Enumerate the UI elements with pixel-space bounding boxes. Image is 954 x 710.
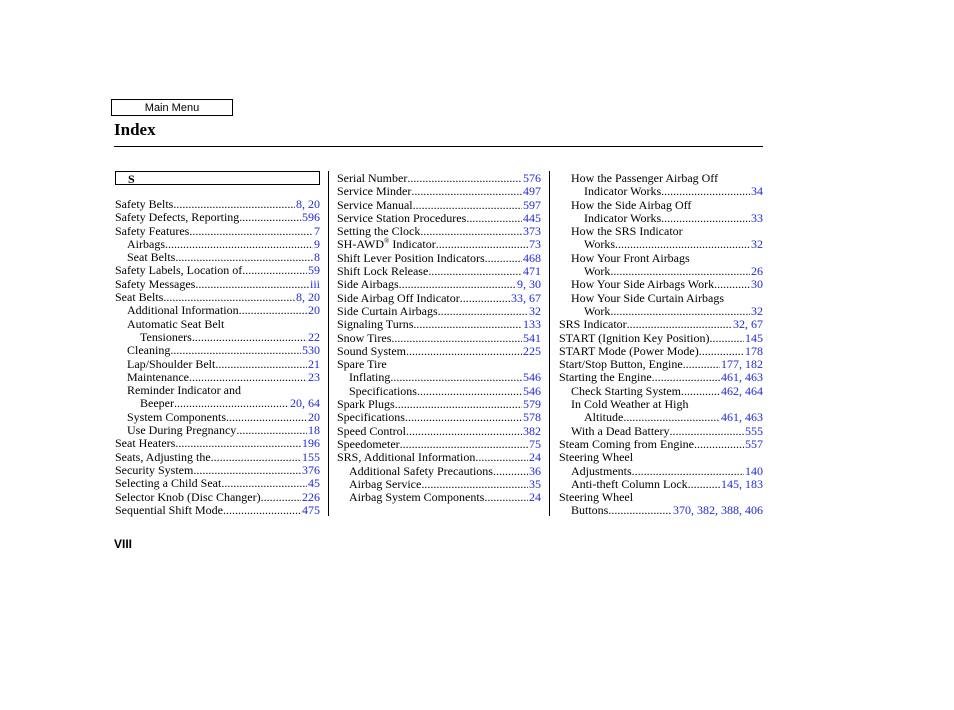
index-entry[interactable] xyxy=(115,504,320,517)
index-entry-term: Beeper xyxy=(140,396,174,411)
page-link[interactable]: 36 xyxy=(529,463,541,478)
page-link[interactable]: 30 xyxy=(751,277,763,292)
page-link[interactable]: 9, 30 xyxy=(517,277,541,292)
index-entry-term: How Your Side Curtain Airbags xyxy=(571,290,725,305)
index-entry-term: SRS Indicator xyxy=(559,317,627,332)
index-entry-term: Serial Number xyxy=(337,171,408,185)
index-entry-term: Setting the Clock xyxy=(337,224,421,239)
dot-leader xyxy=(215,358,307,371)
index-entry xyxy=(559,172,763,185)
index-entry-term: Specifications xyxy=(337,410,405,425)
index-entry-term: Adjustments xyxy=(571,463,632,478)
index-entry-term: Starting the Engine xyxy=(559,370,652,385)
page-link[interactable]: 8 xyxy=(314,250,320,265)
index-entry[interactable] xyxy=(337,172,541,185)
index-entry-term: How Your Front Airbags xyxy=(571,250,690,265)
page-link[interactable]: 20 xyxy=(308,303,320,318)
main-menu-button[interactable]: Main Menu xyxy=(111,99,233,116)
index-entry-term: Safety Defects, Reporting xyxy=(115,210,240,225)
dot-leader xyxy=(683,358,720,371)
dot-leader xyxy=(223,504,301,517)
dot-leader xyxy=(226,411,307,424)
index-entry-term: Inflating xyxy=(349,370,391,385)
index-entry[interactable] xyxy=(337,465,541,478)
index-entry-term: Side Airbags xyxy=(337,277,399,292)
index-entry[interactable] xyxy=(559,385,763,398)
index-entry-term: Snow Tires xyxy=(337,330,392,345)
page-link[interactable]: 26 xyxy=(751,264,763,279)
page-link[interactable]: 145, 183 xyxy=(721,476,763,491)
index-entry[interactable] xyxy=(559,371,763,384)
index-entry-term: Additional Information xyxy=(127,303,239,318)
page-link[interactable]: 33, 67 xyxy=(511,290,541,305)
index-entry-term: Start/Stop Button, Engine xyxy=(559,357,683,372)
index-entry-term: Steering Wheel xyxy=(559,490,634,505)
page-link[interactable]: 579 xyxy=(523,397,541,412)
dot-leader xyxy=(610,305,750,318)
dot-leader xyxy=(242,264,307,277)
dot-leader xyxy=(615,238,750,251)
page-link[interactable]: 22 xyxy=(308,329,320,344)
page-link[interactable]: 32 xyxy=(529,303,541,318)
index-entry[interactable] xyxy=(115,397,320,410)
index-entry[interactable] xyxy=(337,438,541,451)
index-entry-term: Selector Knob (Disc Changer) xyxy=(115,489,261,504)
dot-leader xyxy=(428,265,522,278)
page-link[interactable]: 596 xyxy=(302,210,320,225)
dot-leader xyxy=(221,477,307,490)
page-link[interactable]: 145 xyxy=(745,330,763,345)
index-entry-term: Shift Lever Position Indicators xyxy=(337,250,485,265)
index-entry-term: Anti-theft Column Lock xyxy=(571,476,688,491)
index-entry[interactable] xyxy=(115,225,320,238)
index-entry-term: Airbag System Components xyxy=(349,490,485,505)
dot-leader xyxy=(395,398,522,411)
dot-leader xyxy=(466,212,522,225)
page-link[interactable]: 32, 67 xyxy=(733,317,763,332)
dot-leader xyxy=(413,199,522,212)
index-entry-term: Tensioners xyxy=(140,329,192,344)
dot-leader xyxy=(661,212,750,225)
index-entry-term: How Your Side Airbags Work xyxy=(571,277,715,292)
index-entry-term: Signaling Turns xyxy=(337,317,414,332)
index-entry-term: Airbag Service xyxy=(349,476,422,491)
index-entry-term: Sequential Shift Mode xyxy=(115,502,223,517)
page-link[interactable]: 557 xyxy=(745,436,763,451)
page-link[interactable]: 34 xyxy=(751,184,763,199)
index-entry[interactable] xyxy=(559,332,763,345)
index-entry[interactable] xyxy=(115,211,320,224)
index-entry[interactable] xyxy=(559,305,763,318)
index-entry[interactable] xyxy=(337,371,541,384)
index-entry-term: How the Side Airbag Off xyxy=(571,197,692,212)
page-link[interactable]: 226 xyxy=(302,489,320,504)
index-entry[interactable] xyxy=(337,265,541,278)
dot-leader xyxy=(438,305,528,318)
dot-leader xyxy=(484,491,528,504)
page-link[interactable]: 576 xyxy=(523,171,541,185)
page-link[interactable]: 35 xyxy=(529,476,541,491)
index-entry[interactable] xyxy=(115,291,320,304)
dot-leader xyxy=(460,292,510,305)
page-link[interactable]: 546 xyxy=(523,370,541,385)
index-entry-term: START (Ignition Key Position) xyxy=(559,330,710,345)
dot-leader xyxy=(420,225,522,238)
index-entry-term: Service Station Procedures xyxy=(337,210,467,225)
index-column-3 xyxy=(559,172,763,518)
dot-leader xyxy=(610,265,750,278)
page-link[interactable]: iii xyxy=(309,276,320,291)
index-entry-term: Use During Pregnancy xyxy=(127,423,237,438)
dot-leader xyxy=(694,438,744,451)
page-link[interactable]: 155 xyxy=(302,449,320,464)
index-entry[interactable] xyxy=(115,477,320,490)
page-link[interactable]: 140 xyxy=(745,463,763,478)
index-entry-term: Altitude xyxy=(584,410,624,425)
dot-leader xyxy=(699,345,744,358)
dot-leader xyxy=(239,211,301,224)
page-link[interactable]: 20 xyxy=(308,409,320,424)
index-entry-term: Buttons xyxy=(571,503,609,518)
page-link[interactable]: 373 xyxy=(523,224,541,239)
dot-leader xyxy=(390,371,522,384)
index-entry[interactable] xyxy=(559,438,763,451)
index-entry[interactable] xyxy=(337,318,541,331)
index-entry[interactable] xyxy=(337,238,541,251)
page-link[interactable]: 462, 464 xyxy=(721,383,763,398)
dot-leader xyxy=(623,411,720,424)
dot-leader xyxy=(493,465,528,478)
index-entry-term: Maintenance xyxy=(127,369,189,384)
index-entry-term: Lap/Shoulder Belt xyxy=(127,356,216,371)
page-link[interactable]: 376 xyxy=(302,462,320,477)
index-entry-term: Service Manual xyxy=(337,197,413,212)
page-link[interactable]: 45 xyxy=(308,476,320,491)
page-link[interactable]: 445 xyxy=(523,210,541,225)
index-entry-term: Shift Lock Release xyxy=(337,264,429,279)
page-link[interactable]: 471 xyxy=(523,264,541,279)
index-entry-term: Safety Labels, Location of xyxy=(115,263,243,278)
index-entry-term: Steam Coming from Engine xyxy=(559,436,694,451)
index-entry-term: In Cold Weather at High xyxy=(571,397,689,412)
dot-leader xyxy=(163,291,295,304)
index-entry[interactable] xyxy=(337,491,541,504)
index-entry xyxy=(559,398,763,411)
page-link[interactable]: 468 xyxy=(523,250,541,265)
page-link[interactable]: 382 xyxy=(523,423,541,438)
index-entry-term: SH-AWD® Indicator xyxy=(337,237,436,252)
dot-leader xyxy=(236,424,307,437)
index-entry[interactable] xyxy=(337,411,541,424)
index-entry-term: Speed Control xyxy=(337,423,406,438)
page-link[interactable]: 578 xyxy=(523,410,541,425)
index-entry[interactable] xyxy=(337,212,541,225)
page-link[interactable]: 475 xyxy=(302,502,320,517)
dot-leader xyxy=(417,385,522,398)
page-link[interactable]: 32 xyxy=(751,303,763,318)
index-entry[interactable] xyxy=(115,198,320,211)
index-entry xyxy=(559,199,763,212)
page-link[interactable]: 461, 463 xyxy=(721,370,763,385)
page-link[interactable]: 546 xyxy=(523,383,541,398)
title-divider xyxy=(114,146,763,147)
dot-leader xyxy=(400,438,528,451)
index-entry[interactable] xyxy=(337,478,541,491)
page-link[interactable]: 225 xyxy=(523,343,541,358)
index-entry-term: Safety Belts xyxy=(115,197,174,211)
index-entry[interactable] xyxy=(337,199,541,212)
index-entry-term: Additional Safety Precautions xyxy=(349,463,493,478)
dot-leader xyxy=(709,332,744,345)
dot-leader xyxy=(399,278,516,291)
index-entry[interactable] xyxy=(559,411,763,424)
page-link[interactable]: 59 xyxy=(308,263,320,278)
page-link[interactable]: 597 xyxy=(523,197,541,212)
page-link[interactable]: 196 xyxy=(302,436,320,451)
index-entry xyxy=(559,451,763,464)
index-entry[interactable] xyxy=(115,278,320,291)
index-entry-term: Cleaning xyxy=(127,343,171,358)
index-entry[interactable] xyxy=(115,238,320,251)
index-entry[interactable] xyxy=(559,238,763,251)
index-entry[interactable] xyxy=(559,212,763,225)
page-title: Index xyxy=(114,120,156,139)
index-entry-term: Indicator Works xyxy=(584,184,662,199)
dot-leader xyxy=(170,344,301,357)
page-link[interactable]: 21 xyxy=(308,356,320,371)
index-entry[interactable] xyxy=(337,185,541,198)
index-entry-term: Security System xyxy=(115,462,194,477)
index-entry[interactable] xyxy=(115,251,320,264)
dot-leader xyxy=(405,411,522,424)
page-link[interactable]: 7 xyxy=(314,223,320,238)
index-entry[interactable] xyxy=(115,491,320,504)
dot-leader xyxy=(421,478,528,491)
index-entry-term: Steering Wheel xyxy=(559,450,634,465)
index-entry[interactable] xyxy=(115,437,320,450)
dot-leader xyxy=(192,331,307,344)
index-entry-term: Automatic Seat Belt xyxy=(127,316,225,331)
index-entry[interactable] xyxy=(559,318,763,331)
index-entry[interactable] xyxy=(559,465,763,478)
index-entry-term: Sound System xyxy=(337,343,407,358)
dot-leader xyxy=(436,238,528,251)
dot-leader xyxy=(406,345,522,358)
index-entry[interactable] xyxy=(337,425,541,438)
index-entry[interactable] xyxy=(337,398,541,411)
index-entry-term: Reminder Indicator and xyxy=(127,383,241,398)
page-link[interactable]: 497 xyxy=(523,184,541,199)
dot-leader xyxy=(608,504,672,517)
dot-leader xyxy=(239,304,307,317)
index-entry-term: Safety Messages xyxy=(115,276,196,291)
index-entry-term: Speedometer xyxy=(337,436,400,451)
dot-leader xyxy=(173,198,295,211)
index-entry[interactable] xyxy=(337,305,541,318)
index-entry[interactable] xyxy=(559,478,763,491)
dot-leader xyxy=(627,318,732,331)
index-entry[interactable] xyxy=(115,424,320,437)
index-entry[interactable] xyxy=(337,345,541,358)
index-column-2 xyxy=(337,172,541,504)
index-entry-term: Work xyxy=(584,303,611,318)
index-entry[interactable] xyxy=(115,304,320,317)
dot-leader xyxy=(681,385,720,398)
index-entry-term: How the SRS Indicator xyxy=(571,224,683,239)
index-entry[interactable] xyxy=(337,252,541,265)
index-entry[interactable] xyxy=(559,185,763,198)
dot-leader xyxy=(175,251,313,264)
dot-leader xyxy=(175,437,301,450)
dot-leader xyxy=(413,318,522,331)
index-entry[interactable] xyxy=(559,425,763,438)
section-letter-box: S xyxy=(115,171,320,185)
index-entry[interactable] xyxy=(115,371,320,384)
dot-leader xyxy=(407,172,522,185)
index-entry-term: Check Starting System xyxy=(571,383,681,398)
index-entry-term: Side Airbag Off Indicator xyxy=(337,290,460,305)
index-entry-term: With a Dead Battery xyxy=(571,423,670,438)
column-divider xyxy=(549,171,550,516)
page-number: VIII xyxy=(114,537,133,551)
index-entry xyxy=(115,318,320,331)
index-entry xyxy=(337,358,541,371)
dot-leader xyxy=(475,451,528,464)
page-link[interactable]: 24 xyxy=(529,450,541,465)
index-entry[interactable] xyxy=(559,358,763,371)
column-divider xyxy=(328,171,329,516)
index-entry-term: Safety Features xyxy=(115,223,190,238)
index-entry[interactable] xyxy=(115,358,320,371)
index-entry-term: Spare Tire xyxy=(337,357,387,372)
dot-leader xyxy=(195,278,309,291)
index-entry xyxy=(559,292,763,305)
page-link[interactable]: 177, 182 xyxy=(721,357,763,372)
dot-leader xyxy=(174,397,289,410)
index-entry-term: Airbags xyxy=(127,236,165,251)
index-entry[interactable] xyxy=(337,225,541,238)
index-entry[interactable] xyxy=(337,278,541,291)
page-link[interactable]: 8, 20 xyxy=(296,197,320,211)
index-entry[interactable] xyxy=(115,344,320,357)
page-link[interactable]: 530 xyxy=(302,343,320,358)
page-link[interactable]: 461, 463 xyxy=(721,410,763,425)
index-entry[interactable] xyxy=(559,265,763,278)
dot-leader xyxy=(165,238,313,251)
page-link[interactable]: 33 xyxy=(751,210,763,225)
index-entry-term: Service Minder xyxy=(337,184,412,199)
index-entry-term: Work xyxy=(584,264,611,279)
page-link[interactable]: 73 xyxy=(529,237,541,252)
index-entry[interactable] xyxy=(115,451,320,464)
index-entry xyxy=(559,491,763,504)
index-entry xyxy=(559,252,763,265)
page-link[interactable]: 32 xyxy=(751,237,763,252)
dot-leader xyxy=(391,332,522,345)
dot-leader xyxy=(261,491,301,504)
index-column-1 xyxy=(115,198,320,517)
index-entry[interactable] xyxy=(337,332,541,345)
page-link[interactable]: 555 xyxy=(745,423,763,438)
dot-leader xyxy=(632,465,744,478)
index-entry[interactable] xyxy=(337,451,541,464)
page-link[interactable]: 75 xyxy=(529,436,541,451)
dot-leader xyxy=(211,451,301,464)
index-entry[interactable] xyxy=(559,504,763,517)
index-entry-term: How the Passenger Airbag Off xyxy=(571,171,719,185)
index-entry-term: Spark Plugs xyxy=(337,397,395,412)
dot-leader xyxy=(411,185,522,198)
index-entry[interactable] xyxy=(559,345,763,358)
dot-leader xyxy=(193,464,301,477)
dot-leader xyxy=(406,425,522,438)
index-entry-term: Indicator Works xyxy=(584,210,662,225)
page-link[interactable]: 9 xyxy=(314,236,320,251)
dot-leader xyxy=(189,371,307,384)
index-entry-term: Side Curtain Airbags xyxy=(337,303,438,318)
index-entry-term: START Mode (Power Mode) xyxy=(559,343,699,358)
index-entry-term: Specifications xyxy=(349,383,417,398)
index-entry[interactable] xyxy=(337,385,541,398)
index-entry[interactable] xyxy=(115,331,320,344)
dot-leader xyxy=(189,225,313,238)
index-entry-term: Works xyxy=(584,237,616,252)
dot-leader xyxy=(652,371,720,384)
index-entry[interactable] xyxy=(115,264,320,277)
page-link[interactable]: 178 xyxy=(745,343,763,358)
dot-leader xyxy=(485,252,522,265)
page-link[interactable]: 541 xyxy=(523,330,541,345)
dot-leader xyxy=(661,185,750,198)
index-entry[interactable] xyxy=(559,278,763,291)
page-link[interactable]: 8, 20 xyxy=(296,290,320,305)
page-link[interactable]: 18 xyxy=(308,423,320,438)
index-entry-term: Seat Belts xyxy=(127,250,176,265)
index-entry xyxy=(559,225,763,238)
page-link[interactable]: 23 xyxy=(308,369,320,384)
dot-leader xyxy=(714,278,750,291)
index-entry-term: Seat Heaters xyxy=(115,436,176,451)
index-entry-term: Selecting a Child Seat xyxy=(115,476,222,491)
index-entry-term: Seats, Adjusting the xyxy=(115,449,211,464)
dot-leader xyxy=(688,478,720,491)
page-link[interactable]: 24 xyxy=(529,490,541,505)
index-entry-term: System Components xyxy=(127,409,227,424)
index-entry-term: Seat Belts xyxy=(115,290,164,305)
dot-leader xyxy=(669,425,744,438)
index-entry xyxy=(115,384,320,397)
index-entry-term: SRS, Additional Information xyxy=(337,450,476,465)
index-entry[interactable] xyxy=(115,464,320,477)
page-link[interactable]: 133 xyxy=(523,317,541,332)
page-link[interactable]: 20, 64 xyxy=(290,396,320,411)
index-entry[interactable] xyxy=(115,411,320,424)
page-link[interactable]: 370, 382, 388, 406 xyxy=(673,503,763,518)
index-entry[interactable] xyxy=(337,292,541,305)
